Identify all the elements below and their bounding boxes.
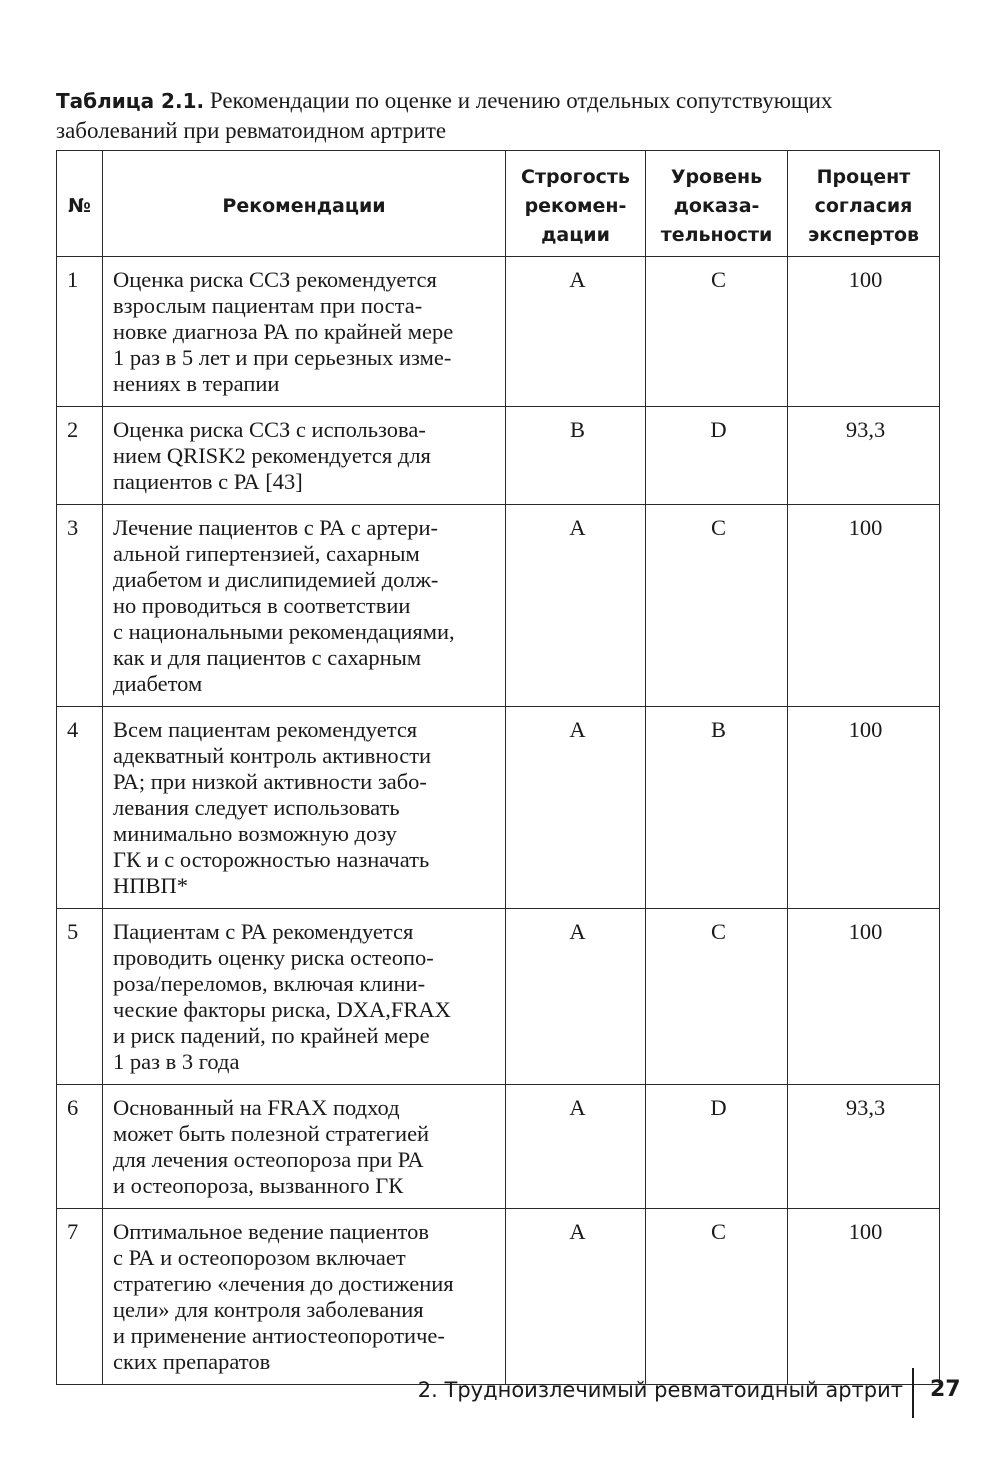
row-recommendation xyxy=(103,505,506,707)
table-row xyxy=(57,407,940,505)
row-recommendation xyxy=(103,909,506,1085)
row-consensus: 100 xyxy=(788,909,940,1085)
row-num: 7 xyxy=(57,1209,103,1385)
page-number: 27 xyxy=(930,1377,961,1402)
table-header-row xyxy=(57,151,940,257)
row-recommendation-text: Оценка риска ССЗ с использова- нием QRISK2 рекомендуется для пациентов с РА [43] xyxy=(113,417,431,494)
table-row xyxy=(57,909,940,1085)
row-evidence: D xyxy=(646,407,788,505)
row-consensus: 100 xyxy=(788,1209,940,1385)
table-row xyxy=(57,707,940,909)
table-row xyxy=(57,505,940,707)
table-caption-text: Рекомендации по оценке и лечению отдельных сопутствующих заболеваний при ревматоидном артрите xyxy=(56,88,833,143)
row-evidence: C xyxy=(646,257,788,407)
row-num: 5 xyxy=(57,909,103,1085)
row-strength: A xyxy=(506,909,646,1085)
row-consensus: 93,3 xyxy=(788,1085,940,1209)
row-strength: A xyxy=(506,505,646,707)
row-recommendation-text: Лечение пациентов с РА с артери- альной гипертензией, сахарным диабетом и дислипидемией долж- но проводиться в соответствии с национальными рекомендациями, как и для пациентов с сахарным диабетом xyxy=(113,515,455,696)
row-recommendation-text: Оптимальное ведение пациентов с РА и остеопорозом включает стратегию «лечения до достижения цели» для контроля заболевания и применение антиостеопоротиче- ских препаратов xyxy=(113,1219,454,1374)
row-num: 1 xyxy=(57,257,103,407)
row-recommendation xyxy=(103,707,506,909)
recommendations-table xyxy=(56,150,940,1385)
row-recommendation xyxy=(103,257,506,407)
row-recommendation-text: Оценка риска ССЗ рекомендуется взрослым пациентам при поста- новке диагноза РА по крайней мере 1 раз в 5 лет и при серьезных изме- нениях в терапии xyxy=(113,267,454,396)
row-consensus: 100 xyxy=(788,707,940,909)
row-recommendation xyxy=(103,1209,506,1385)
row-consensus: 93,3 xyxy=(788,407,940,505)
table-row xyxy=(57,1085,940,1209)
row-num: 3 xyxy=(57,505,103,707)
row-recommendation-text: Пациентам с РА рекомендуется проводить оценку риска остеопо- роза/переломов, включая клини- ческие факторы риска, DXA,FRAX и риск падений, по крайней мере 1 раз в 3 года xyxy=(113,919,451,1074)
header-strength: Строгость рекомен-дации xyxy=(506,151,646,257)
row-evidence: C xyxy=(646,505,788,707)
page-footer xyxy=(0,1368,1000,1418)
row-num: 6 xyxy=(57,1085,103,1209)
header-recommendations: Рекомендации xyxy=(103,151,506,257)
chapter-title: 2. Трудноизлечимый ревматоидный артрит xyxy=(417,1378,903,1402)
row-num: 2 xyxy=(57,407,103,505)
table-caption xyxy=(56,86,956,145)
footer-divider xyxy=(912,1368,914,1418)
row-strength: A xyxy=(506,257,646,407)
row-recommendation-text: Всем пациентам рекомендуется адекватный контроль активности РА; при низкой активности забо- левания следует использовать минимально возможную дозу ГК и с осторожностью назначать НПВП* xyxy=(113,717,432,898)
header-num: № xyxy=(57,151,103,257)
row-evidence: C xyxy=(646,1209,788,1385)
row-evidence: B xyxy=(646,707,788,909)
row-recommendation-text: Основанный на FRAX подход может быть полезной стратегией для лечения остеопороза при РА и остеопороза, вызванного ГК xyxy=(113,1095,430,1198)
row-strength: A xyxy=(506,1085,646,1209)
header-consensus: Процент согласия экспертов xyxy=(788,151,940,257)
row-strength: B xyxy=(506,407,646,505)
row-strength: A xyxy=(506,707,646,909)
header-evidence: Уровень доказа-тельности xyxy=(646,151,788,257)
row-consensus: 100 xyxy=(788,257,940,407)
table-caption-label: Таблица 2.1. xyxy=(56,89,205,113)
row-evidence: C xyxy=(646,909,788,1085)
row-recommendation xyxy=(103,407,506,505)
row-num: 4 xyxy=(57,707,103,909)
row-strength: A xyxy=(506,1209,646,1385)
table-row xyxy=(57,1209,940,1385)
table-row xyxy=(57,257,940,407)
row-recommendation xyxy=(103,1085,506,1209)
row-evidence: D xyxy=(646,1085,788,1209)
row-consensus: 100 xyxy=(788,505,940,707)
